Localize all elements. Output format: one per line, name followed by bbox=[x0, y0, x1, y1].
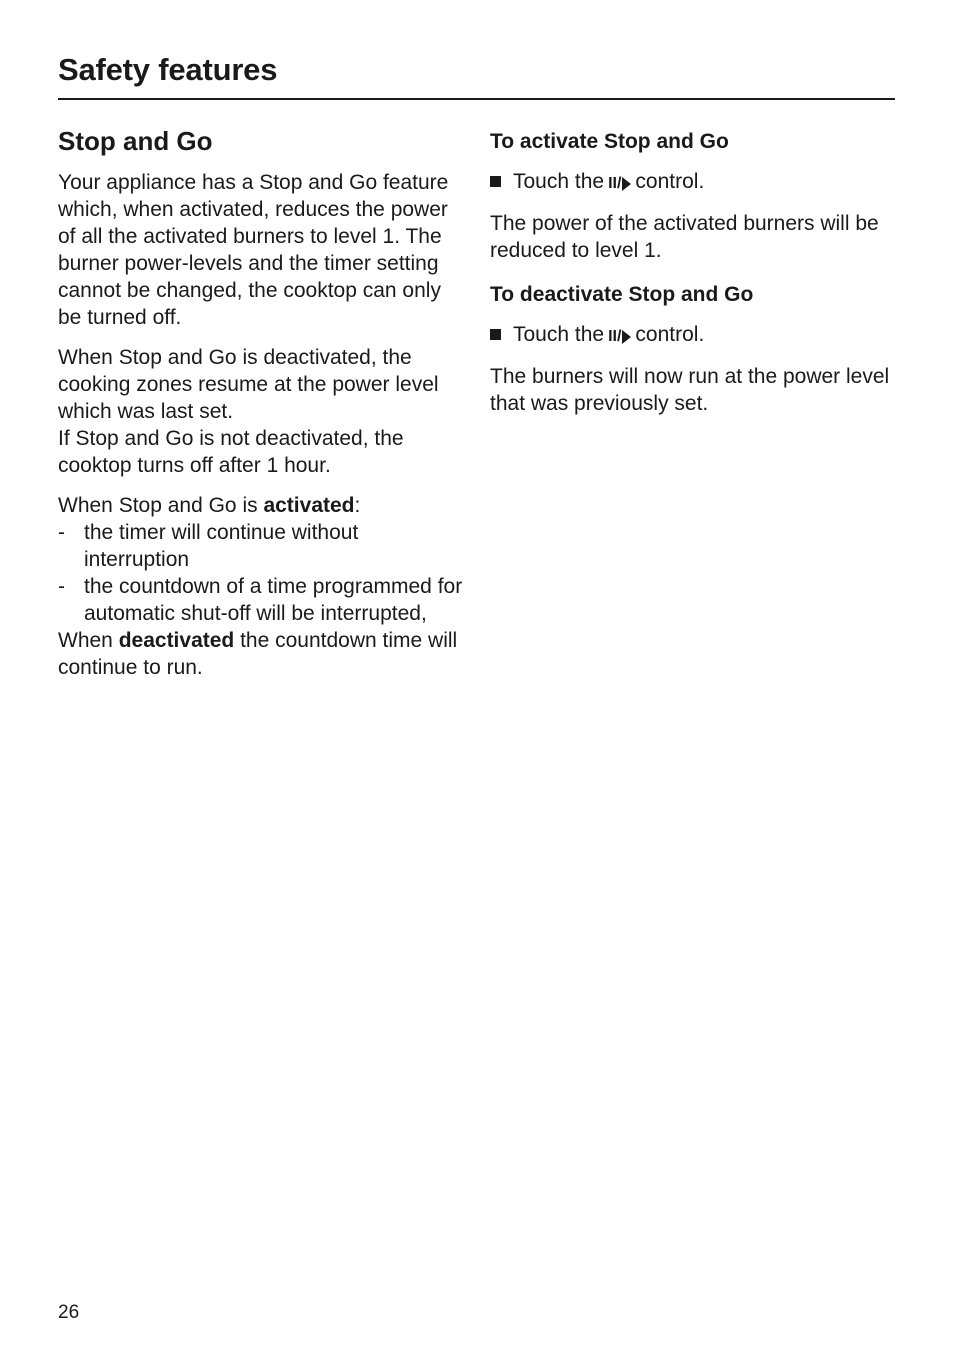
page-number: 26 bbox=[58, 1302, 80, 1323]
activated-intro-prefix: When Stop and Go is bbox=[58, 494, 264, 517]
deactivate-result: The burners will now run at the power level that was previously set. bbox=[490, 365, 890, 415]
list-item-text: the countdown of a time programmed for automatic shut-off will be interrupted, bbox=[84, 575, 463, 625]
deactivation-paragraph: When Stop and Go is deactivated, the cooking zones resume at the power level which was last set. bbox=[58, 346, 439, 423]
activated-intro bbox=[58, 492, 468, 519]
list-item bbox=[58, 519, 468, 573]
deactivate-step-suffix: control. bbox=[635, 323, 705, 346]
deactivated-prefix: When bbox=[58, 629, 119, 652]
square-bullet-icon bbox=[490, 329, 501, 340]
activated-keyword: activated bbox=[263, 494, 355, 517]
deactivate-heading: To deactivate Stop and Go bbox=[490, 283, 754, 306]
section-heading-stop-and-go: Stop and Go bbox=[58, 126, 213, 156]
auto-off-paragraph: If Stop and Go is not deactivated, the cooktop turns off after 1 hour. bbox=[58, 427, 404, 477]
square-bullet-icon bbox=[490, 176, 501, 187]
deactivate-step bbox=[490, 321, 900, 350]
activate-heading: To activate Stop and Go bbox=[490, 130, 729, 153]
activate-step-suffix: control. bbox=[635, 170, 705, 193]
right-column bbox=[490, 124, 900, 430]
activate-step bbox=[490, 168, 900, 197]
left-column bbox=[58, 124, 468, 694]
play-pause-icon bbox=[608, 323, 631, 350]
play-triangle-icon bbox=[622, 330, 631, 344]
activated-intro-suffix: : bbox=[354, 494, 361, 517]
deactivated-note bbox=[58, 627, 468, 681]
activate-step-prefix: Touch the bbox=[513, 170, 605, 193]
title-divider bbox=[58, 98, 895, 100]
play-pause-symbol-text: II/ bbox=[608, 328, 622, 345]
deactivate-step-prefix: Touch the bbox=[513, 323, 605, 346]
deactivated-suffix: the countdown time will continue to run. bbox=[58, 629, 458, 679]
play-pause-icon bbox=[608, 170, 631, 197]
activated-effects-list bbox=[58, 519, 468, 627]
dash-marker: - bbox=[58, 521, 65, 544]
deactivated-keyword: deactivated bbox=[118, 629, 235, 652]
list-item-text: the timer will continue without interruption bbox=[84, 521, 359, 571]
play-pause-symbol-text: II/ bbox=[608, 175, 622, 192]
play-triangle-icon bbox=[622, 177, 631, 191]
list-item bbox=[58, 573, 468, 627]
activate-result: The power of the activated burners will be reduced to level 1. bbox=[490, 212, 879, 262]
intro-paragraph: Your appliance has a Stop and Go feature which, when activated, reduces the power of all the activated burners to level 1. The burner power-levels and the timer setting cannot be changed, the cooktop can only be turned off. bbox=[58, 171, 449, 329]
dash-marker: - bbox=[58, 575, 65, 598]
page-title: Safety features bbox=[58, 52, 278, 87]
